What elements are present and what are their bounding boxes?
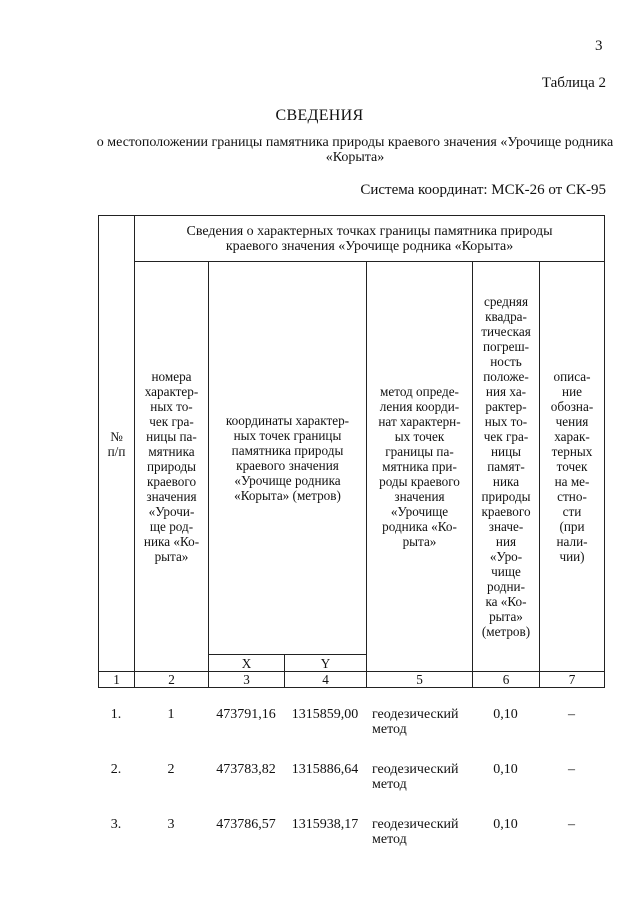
coordinate-y: 1315886,64	[291, 762, 359, 777]
method: геодезический метод	[372, 817, 459, 847]
column-number: 5	[367, 672, 473, 688]
table-row	[98, 700, 604, 755]
header-group-points-info: Сведения о характерных точках границы памятника природы краевого значения «Урочище родника «Корыта»	[135, 216, 605, 262]
mean-error: 0,10	[493, 707, 518, 722]
column-number: 6	[473, 672, 540, 688]
header-x: X	[209, 655, 285, 672]
coordinate-x: 473786,57	[216, 817, 276, 832]
point-number: 2	[167, 762, 175, 777]
row-number: 1.	[110, 707, 122, 722]
header-point-numbers: номера характер- ных то- чек гра- ницы па- мятника природы краевого значения «Урочи- ще род- ника «Ко- рыта»	[135, 262, 209, 672]
coordinate-y: 1315859,00	[291, 707, 359, 722]
header-coordinates: координаты характер- ных точек границы памятника природы краевого значения «Урочище родника «Корыта» (метров)	[209, 262, 367, 655]
points-table	[98, 215, 605, 688]
row-number: 3.	[110, 817, 122, 832]
table-row	[98, 810, 604, 865]
table-label: Таблица 2	[541, 75, 606, 91]
row-number: 2.	[110, 762, 122, 777]
point-description: –	[568, 762, 575, 777]
page-number: 3	[595, 38, 603, 54]
header-method: метод опреде- ления коорди- нат характерн- ых точек границы па- мятника при- роды краевого значения «Урочище родника «Ко- рыта»	[367, 262, 473, 672]
column-number: 7	[540, 672, 605, 688]
coordinate-y: 1315938,17	[291, 817, 359, 832]
coordinate-system-label: Система координат: МСК-26 от СК-95	[360, 182, 606, 198]
column-number: 1	[99, 672, 135, 688]
column-number: 4	[285, 672, 367, 688]
point-number: 3	[167, 817, 175, 832]
document-subtitle: о местоположении границы памятника природы краевого значения «Урочище родника «Корыта»	[96, 135, 614, 165]
mean-error: 0,10	[493, 817, 518, 832]
point-description: –	[568, 817, 575, 832]
header-mean-error: средняя квадра- тическая погреш- ность положе- ния ха- рактер- ных то- чек гра- ницы памят- ника природы краевого значе- ния «Уро- чище родни- ка «Ко- рыта» (метров)	[473, 262, 540, 672]
table-row	[98, 755, 604, 810]
coordinate-x: 473791,16	[216, 707, 276, 722]
document-title: СВЕДЕНИЯ	[275, 107, 364, 124]
method: геодезический метод	[372, 762, 459, 792]
point-description: –	[568, 707, 575, 722]
point-number: 1	[167, 707, 175, 722]
column-number: 3	[209, 672, 285, 688]
mean-error: 0,10	[493, 762, 518, 777]
header-row-number: № п/п	[99, 216, 135, 672]
header-y: Y	[285, 655, 367, 672]
points-data-rows	[98, 700, 604, 865]
coordinate-x: 473783,82	[216, 762, 276, 777]
header-description: описа- ние обозна- чения харак- терных точек на ме- стно- сти (при нали- чии)	[540, 262, 605, 672]
method: геодезический метод	[372, 707, 459, 737]
column-number: 2	[135, 672, 209, 688]
